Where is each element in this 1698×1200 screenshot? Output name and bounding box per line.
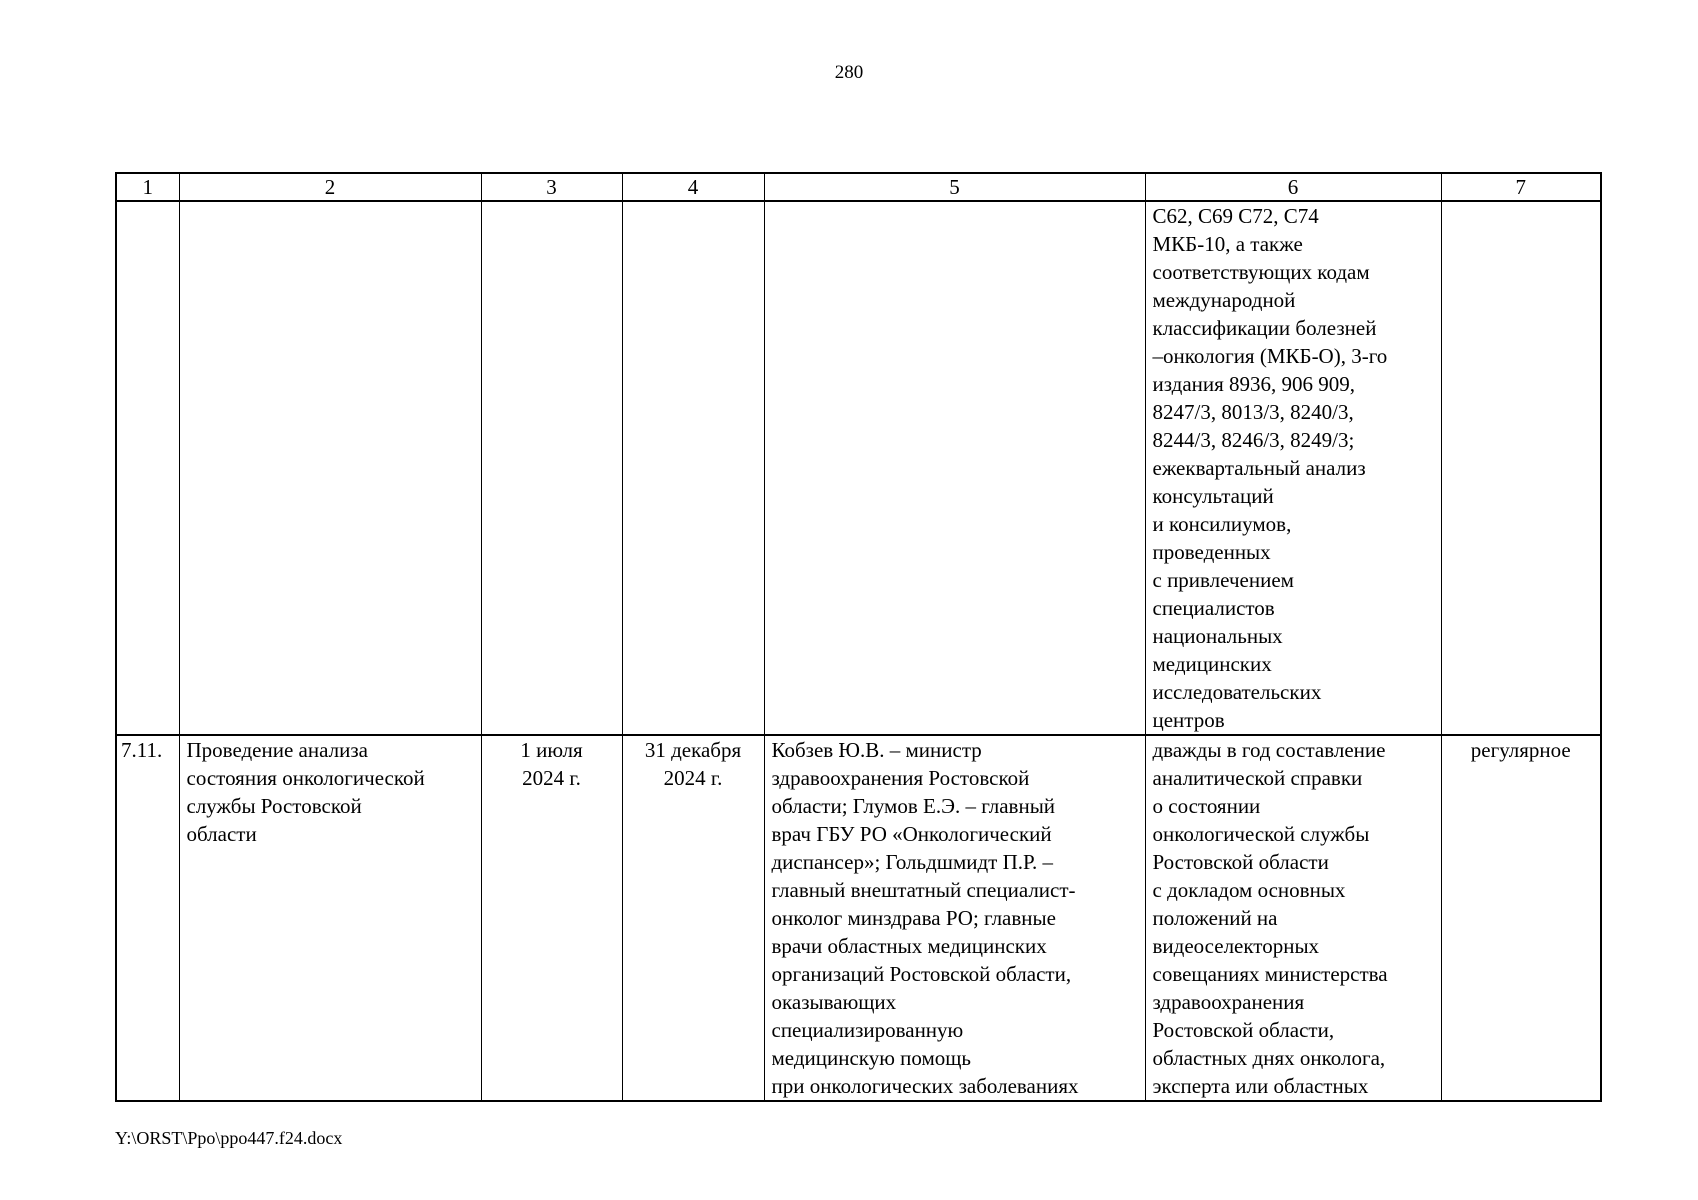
column-number-2: 2 — [179, 173, 481, 201]
end-date-cell — [622, 201, 764, 735]
column-number-4: 4 — [622, 173, 764, 201]
responsible-cell: Кобзев Ю.В. – министр здравоохранения Ростовской области; Глумов Е.Э. – главный врач ГБУ РО «Онкологический диспансер»; Гольдшмидт П.Р. – главный внештатный специалист- онколог минздрава РО; главные врачи областных медицинских организаций Ростовской области, оказывающих специализированную медицинскую помощь при онкологических заболеваниях — [764, 735, 1145, 1101]
table-row — [116, 201, 1601, 735]
column-number-7: 7 — [1441, 173, 1601, 201]
column-number-6: 6 — [1145, 173, 1441, 201]
activity-table — [115, 172, 1602, 1102]
file-path-footer: Y:\ORST\Ppo\ppo447.f24.docx — [115, 1128, 343, 1148]
type-cell: регулярное — [1441, 735, 1601, 1101]
start-date-cell — [481, 201, 622, 735]
row-number-cell: 7.11. — [116, 735, 179, 1101]
column-number-1: 1 — [116, 173, 179, 201]
result-cell: дважды в год составление аналитической справки о состоянии онкологической службы Ростовской области с докладом основных положений на видеоселекторных совещаниях министерства здравоохранения Ростовской области, областных днях онколога, эксперта или областных — [1145, 735, 1441, 1101]
activity-cell — [179, 201, 481, 735]
start-date-cell: 1 июля 2024 г. — [481, 735, 622, 1101]
activity-cell: Проведение анализа состояния онкологической службы Ростовской области — [179, 735, 481, 1101]
table-header-row — [116, 173, 1601, 201]
column-number-5: 5 — [764, 173, 1145, 201]
page-number: 280 — [834, 62, 864, 83]
table-row — [116, 735, 1601, 1101]
type-cell — [1441, 201, 1601, 735]
responsible-cell — [764, 201, 1145, 735]
row-number-cell — [116, 201, 179, 735]
column-number-3: 3 — [481, 173, 622, 201]
end-date-cell: 31 декабря 2024 г. — [622, 735, 764, 1101]
result-cell: С62, С69 С72, С74 МКБ-10, а также соответствующих кодам международной классификации болезней –онкология (МКБ-О), 3-го издания 8936, 906 909, 8247/3, 8013/3, 8240/3, 8244/3, 8246/3, 8249/3; ежеквартальный анализ консультаций и консилиумов, проведенных с привлечением специалистов национальных медицинских исследовательских центров — [1145, 201, 1441, 735]
